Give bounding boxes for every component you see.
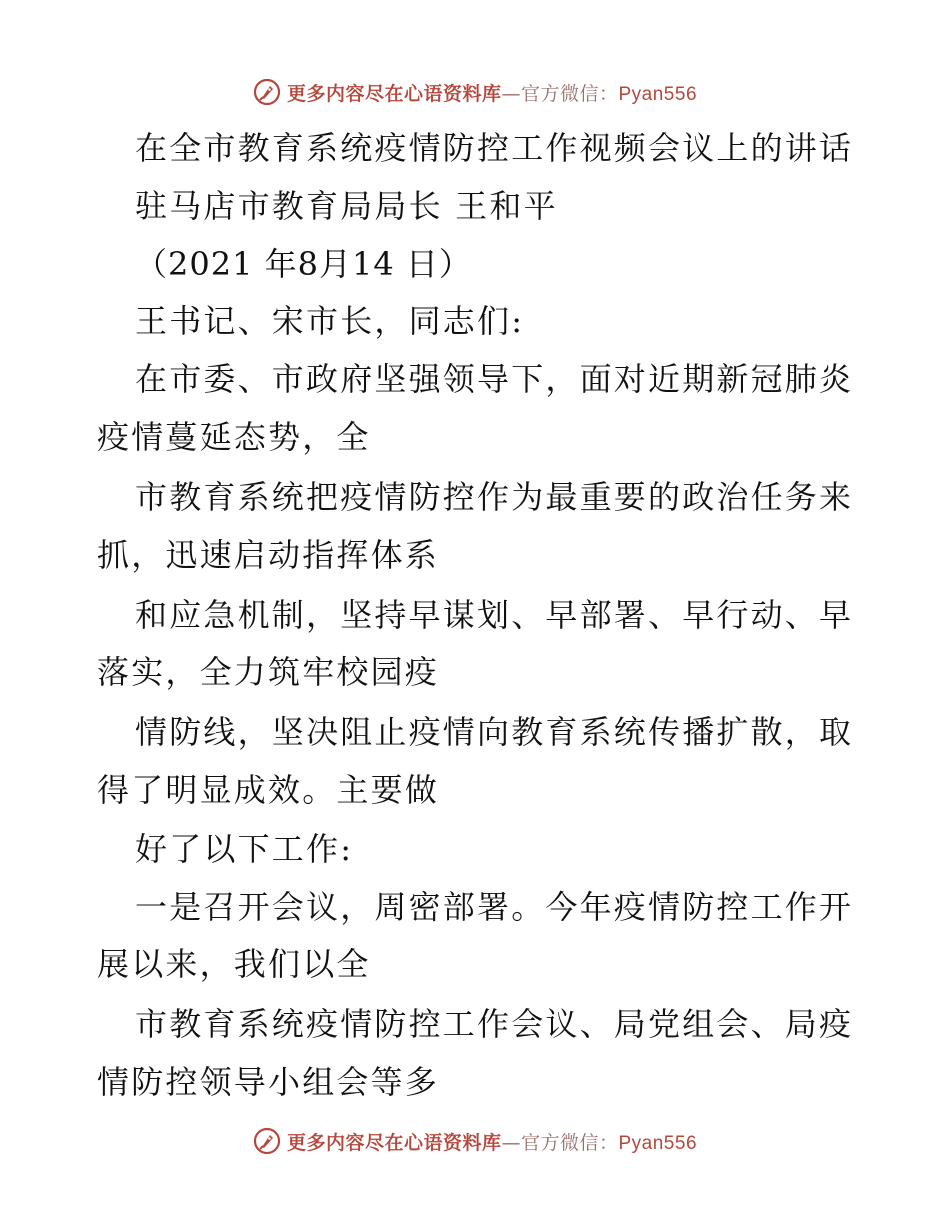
watermark-dash: — [501,82,521,105]
paragraph-line: 抓，迅速启动指挥体系 [97,536,440,574]
paragraph-line: 在市委、市政府坚强领导下，面对近期新冠肺炎 [135,360,854,398]
paragraph-line: 情防线，坚决阻止疫情向教育系统传播扩散，取 [135,713,854,751]
document-title: 在全市教育系统疫情防控工作视频会议上的讲话 [135,129,854,167]
paragraph-line: 落实，全力筑牢校园疫 [97,653,440,691]
watermark-wechat-id: Pyan556 [618,1132,698,1154]
paragraph-line: 得了明显成效。主要做 [97,771,440,809]
paragraph-line: 情防控领导小组会等多 [97,1063,440,1101]
paragraph-line: 好了以下工作: [135,830,354,868]
paragraph-line: 和应急机制，坚持早谋划、早部署、早行动、早 [135,596,854,634]
watermark-library-text: 更多内容尽在心语资料库 [286,82,502,105]
watermark-text [287,1128,697,1155]
document-author: 驻马店市教育局局长 王和平 [135,187,558,225]
document-date: （2021 年8月14 日） [135,245,472,283]
watermark-banner-bottom [0,1121,950,1161]
pen-nib-logo-icon [253,78,281,106]
watermark-dash: — [501,1131,521,1154]
watermark-wechat-label: 官方微信： [520,1131,619,1154]
watermark-wechat-label: 官方微信： [520,82,619,105]
document-salutation: 王书记、宋市长，同志们: [135,302,525,340]
paragraph-line: 市教育系统把疫情防控作为最重要的政治任务来 [135,478,854,516]
paragraph-line: 展以来，我们以全 [97,945,371,983]
paragraph-line: 疫情蔓延态势，全 [97,418,371,456]
pen-nib-logo-icon [253,1127,281,1155]
watermark-wechat-id: Pyan556 [618,83,698,105]
watermark-banner-top [0,72,950,112]
paragraph-line: 一是召开会议，周密部署。今年疫情防控工作开 [135,888,854,926]
watermark-library-text: 更多内容尽在心语资料库 [286,1131,502,1154]
watermark-text [287,79,697,106]
paragraph-line: 市教育系统疫情防控工作会议、局党组会、局疫 [135,1005,854,1043]
